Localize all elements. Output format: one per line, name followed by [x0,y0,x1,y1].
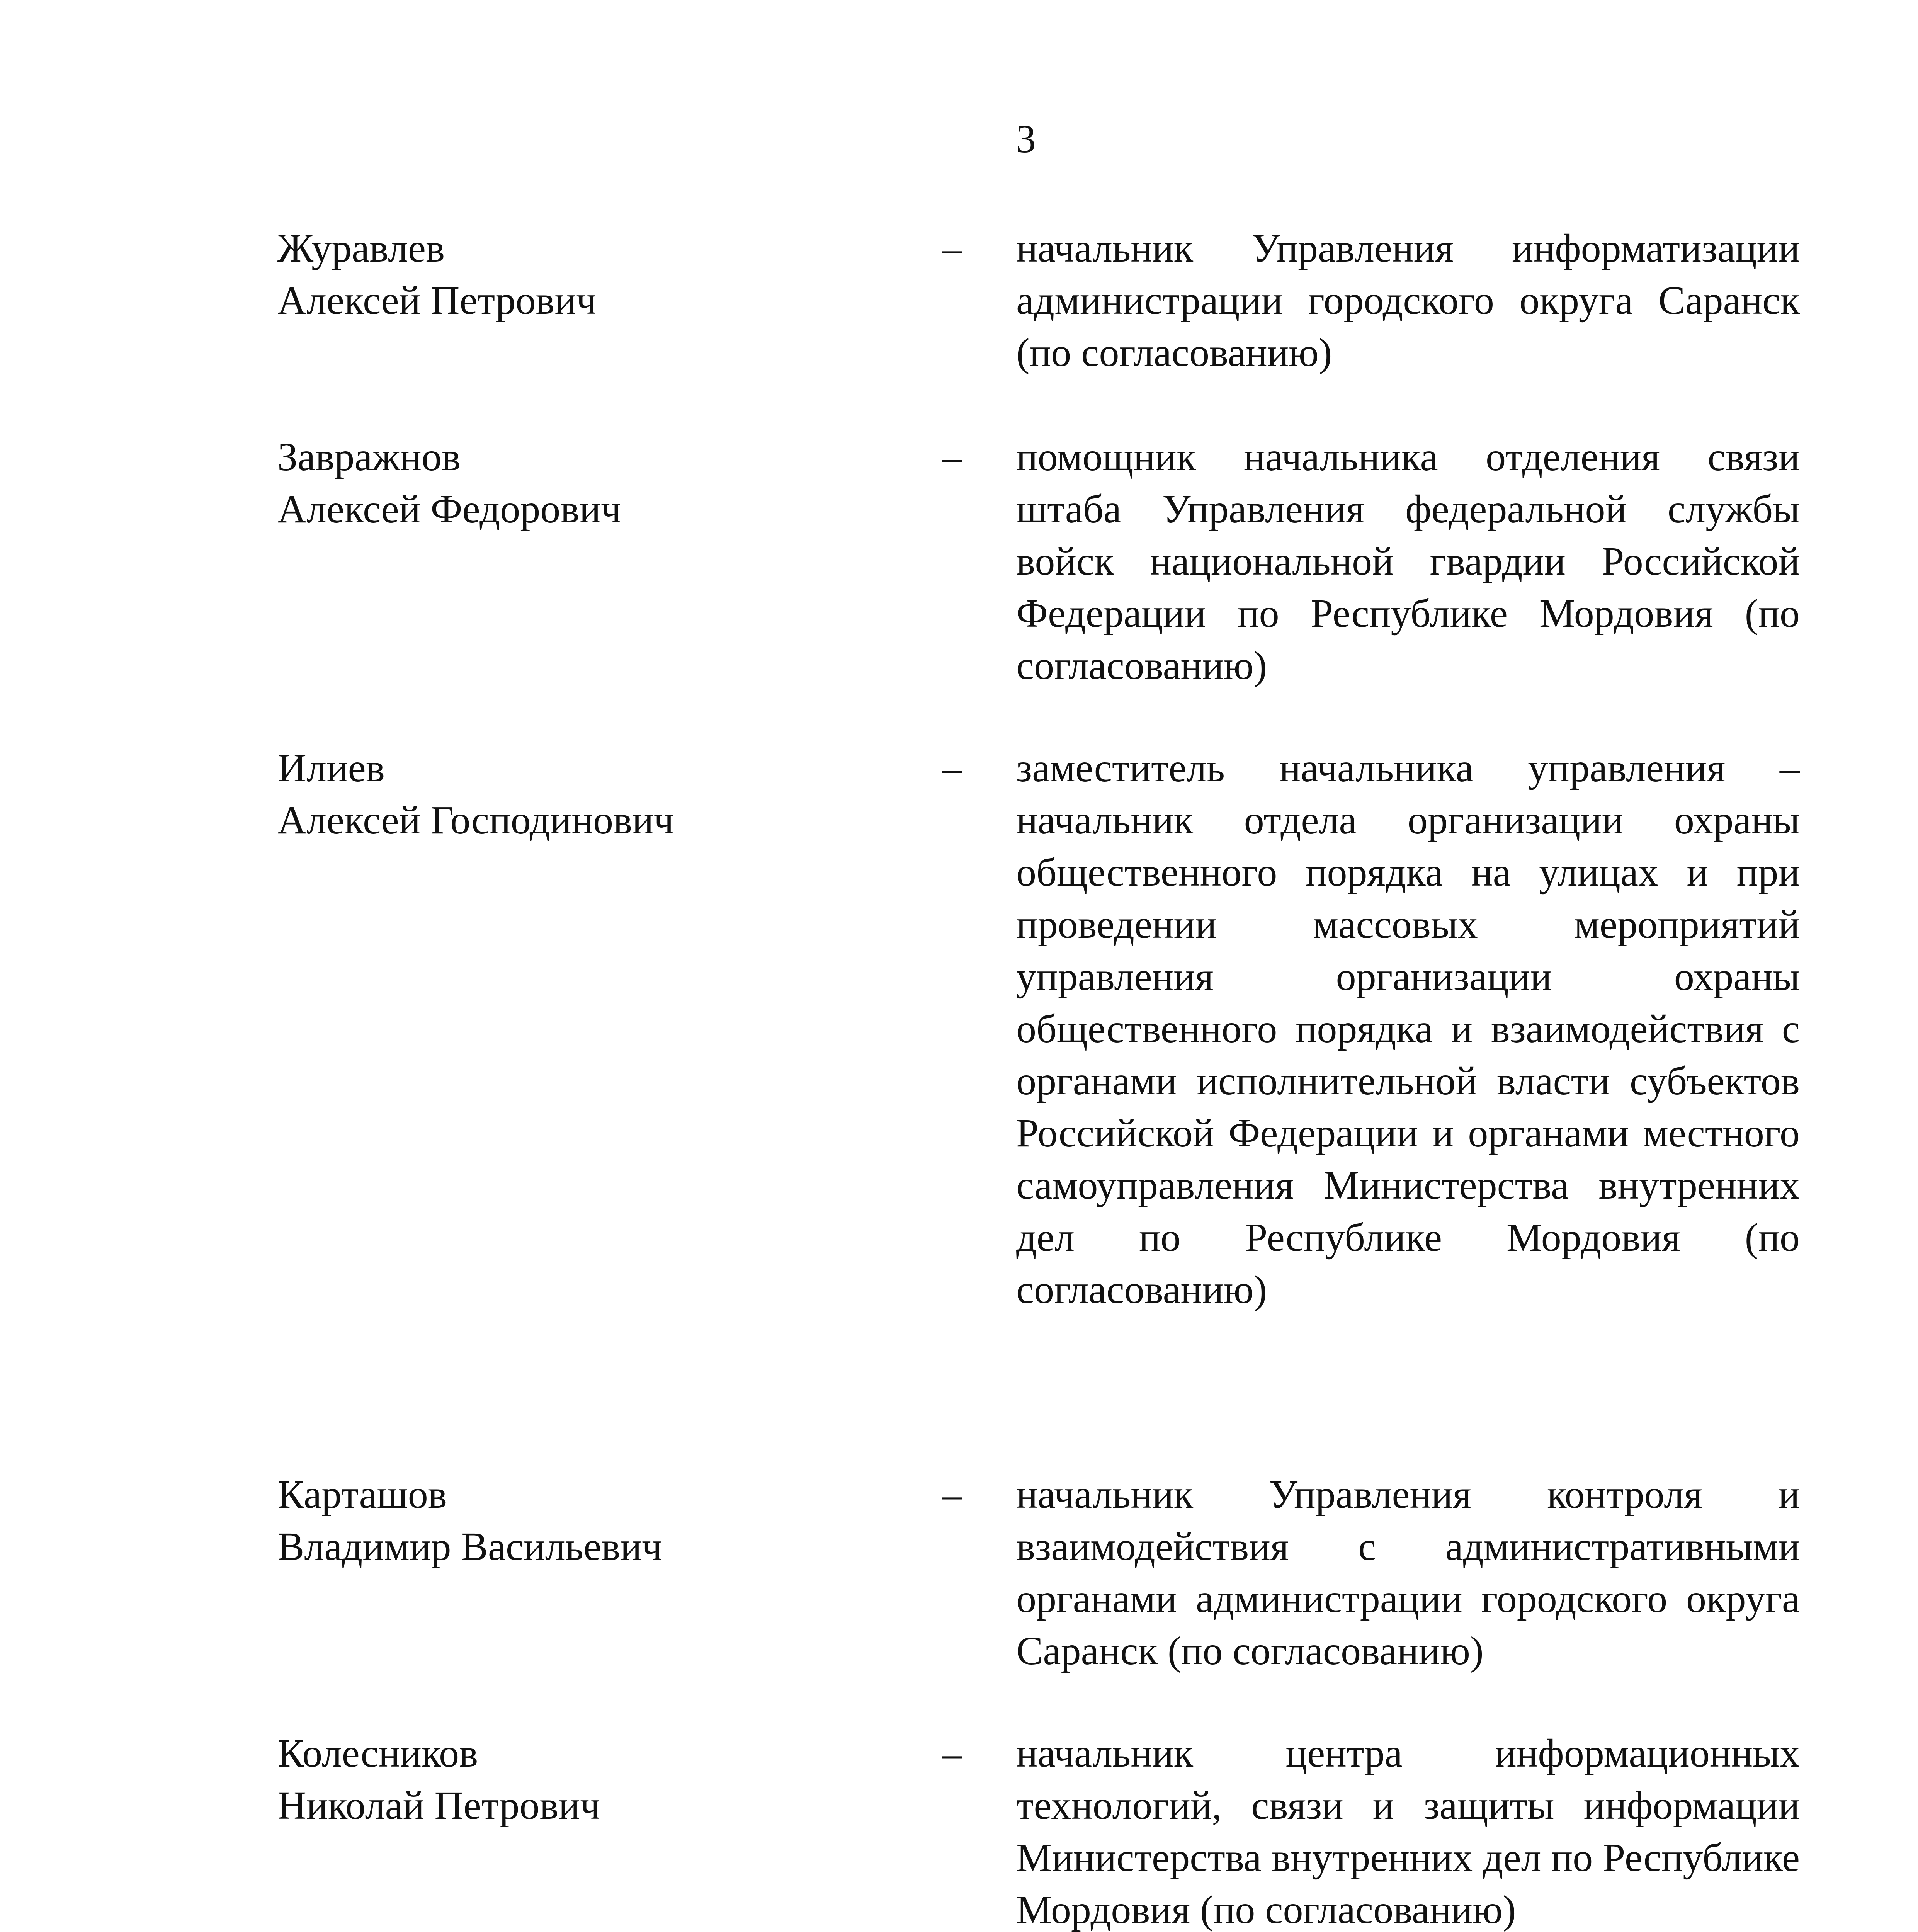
separator-dash: – [942,1472,962,1517]
member-name [277,1468,896,1573]
separator-dash: – [942,746,962,790]
member-given-names: Алексей Федорович [277,487,621,531]
separator-dash: – [942,226,962,270]
separator-dash: – [942,1731,962,1776]
page-number: 3 [1016,117,1036,161]
member-surname: Илиев [277,746,385,790]
separator-dash: – [942,435,962,479]
member-given-names: Николай Петрович [277,1783,600,1828]
member-position: начальник центра информационных технологий, связи и защиты информации Министерства внутренних дел по Республике Мордовия (по согласованию) [1016,1731,1800,1932]
member-given-names: Алексей Господинович [277,798,674,842]
member-position: начальник Управления контроля и взаимодействия с административными органами администрации городского округа Саранск (по согласованию) [1016,1472,1800,1673]
member-name [277,1727,896,1832]
member-given-names: Алексей Петрович [277,278,597,323]
member-surname: Карташов [277,1472,447,1517]
member-surname: Журавлев [277,226,445,270]
member-given-names: Владимир Васильевич [277,1524,662,1569]
member-surname: Колесников [277,1731,478,1776]
member-name [277,222,896,327]
member-surname: Завражнов [277,435,461,479]
member-position: помощник начальника отделения связи штаба Управления федеральной службы войск национальной гвардии Российской Федерации по Республике Мордовия (по согласованию) [1016,435,1800,688]
member-position: заместитель начальника управления – начальник отдела организации охраны общественного порядка на улицах и при проведении массовых мероприятий управления организации охраны общественного порядка и взаимодействия с органами исполнительной власти субъектов Российской Федерации и органами местного самоуправления Министерства внутренних дел по Республике Мордовия (по согласованию) [1016,746,1800,1312]
member-name [277,742,896,846]
member-name [277,431,896,535]
member-position: начальник Управления информатизации администрации городского округа Саранск (по согласованию) [1016,226,1800,375]
